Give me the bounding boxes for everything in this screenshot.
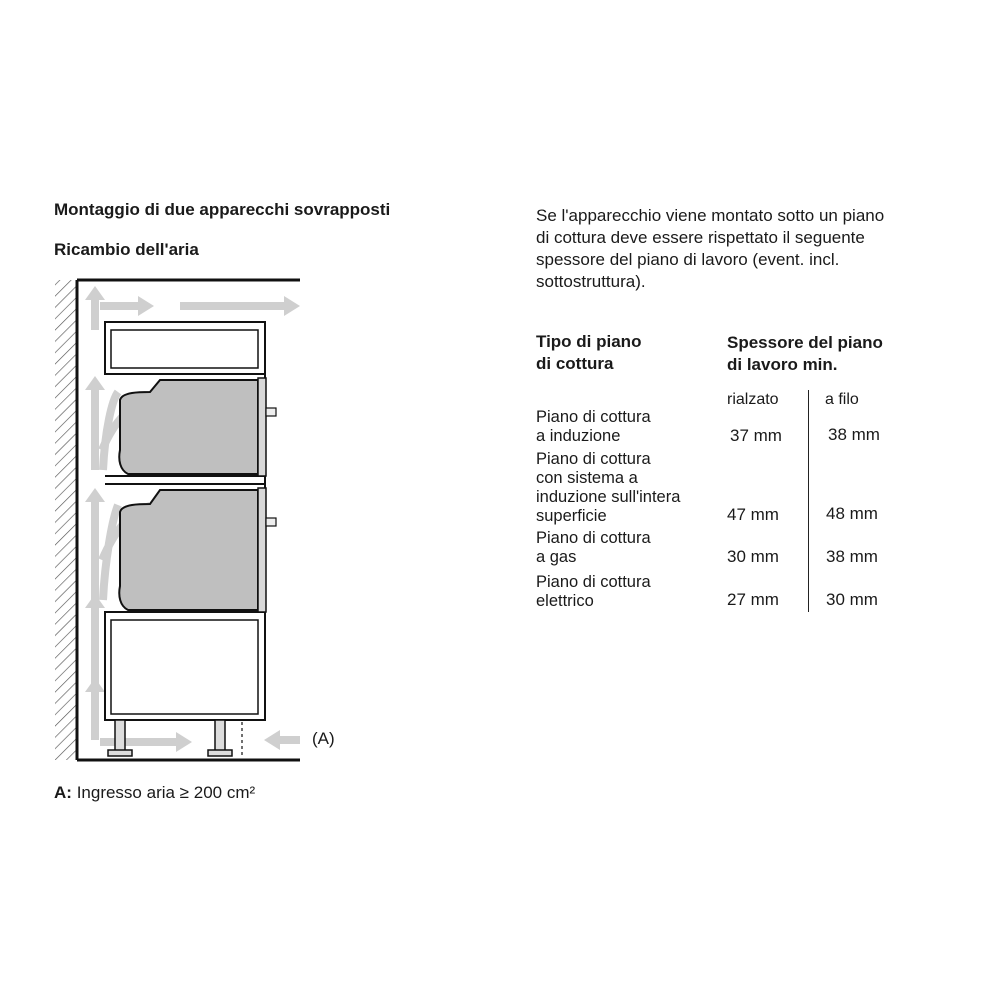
intro-paragraph: [536, 205, 966, 293]
table-row-type: [536, 529, 651, 567]
cell-line: Piano di cottura: [536, 408, 651, 426]
intro-line: Se l'apparecchio viene montato sotto un piano: [536, 206, 885, 225]
cell-rialzato: 30 mm: [727, 547, 779, 566]
cell-a-filo: 38 mm: [826, 547, 878, 566]
intro-line: sottostruttura).: [536, 272, 646, 291]
header-line: Tipo di piano: [536, 332, 642, 351]
lower-oven: [119, 488, 276, 612]
section-subtitle: Ricambio dell'aria: [54, 240, 199, 259]
cell-rialzato: 37 mm: [730, 426, 782, 445]
upper-oven: [119, 378, 276, 476]
cell-line: Piano di cottura: [536, 573, 651, 591]
header-line: di lavoro min.: [727, 355, 838, 374]
cell-line: Piano di cottura: [536, 450, 651, 468]
cell-a-filo: 38 mm: [828, 425, 880, 444]
table-row-type: [536, 408, 651, 446]
caption: [54, 783, 255, 803]
caption-key: A:: [54, 783, 72, 802]
cell-a-filo: 30 mm: [826, 590, 878, 609]
cell-line: elettrico: [536, 592, 594, 610]
intro-line: spessore del piano di lavoro (event. incl.: [536, 250, 840, 269]
col-header-thickness: [727, 332, 883, 376]
subheader-a-filo: a filo: [825, 391, 859, 408]
header-line: di cottura: [536, 354, 614, 373]
header-line: Spessore del piano: [727, 333, 883, 352]
cell-line: a induzione: [536, 427, 621, 445]
cell-line: con sistema a: [536, 469, 638, 487]
table-row-type: [536, 450, 680, 526]
cell-line: a gas: [536, 548, 577, 566]
cell-line: superficie: [536, 507, 607, 525]
subheader-rialzato: rialzato: [727, 391, 779, 408]
caption-text: Ingresso aria ≥ 200 cm²: [76, 783, 256, 802]
table-row-type: [536, 573, 651, 611]
cell-rialzato: 27 mm: [727, 590, 779, 609]
cell-line: induzione sull'intera: [536, 488, 681, 506]
section-title: Montaggio di due apparecchi sovrapposti: [54, 200, 391, 219]
air-inlet-label: (A): [312, 729, 335, 748]
col-header-type: [536, 331, 641, 375]
cell-rialzato: 47 mm: [727, 505, 779, 524]
cell-a-filo: 48 mm: [826, 504, 878, 523]
intro-line: di cottura deve essere rispettato il seguente: [536, 228, 865, 247]
cell-line: Piano di cottura: [536, 529, 651, 547]
column-divider: [808, 390, 809, 612]
